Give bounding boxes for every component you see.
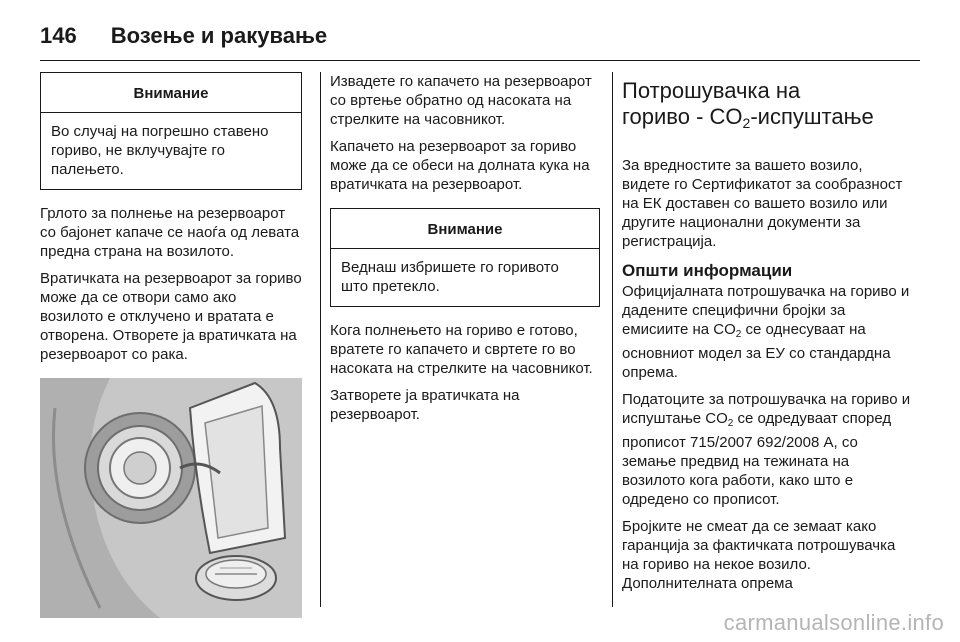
paragraph-remove-cap: Извадете го капачето на резервоарот со вртење обратно од насоката на стрелките на часовникот. xyxy=(330,73,592,128)
paragraph-filler-neck: Грлото за полнење на резервоарот со бајонет капаче се наоѓа од левата предна страна на возилото. xyxy=(40,205,300,260)
subheading-general-info: Општи информации xyxy=(622,261,793,280)
warning-text: Веднаш избришете го горивото што претекло. xyxy=(341,259,559,295)
section-heading-consumption: Потрошувачка на гориво - $CO_2$-испуштање xyxy=(622,78,874,131)
column-1 xyxy=(40,72,302,618)
paragraph-official-consumption: Официјалната потрошувачка на гориво и дадените специфични бројки за емисиите на $CO_2$ се однесуваат на основниот модел за ЕУ со стандардна опрема. xyxy=(622,283,910,381)
warning-text: Во случај на погрешно ставено гориво, не вклучувајте го палењето. xyxy=(51,123,269,178)
column-2 xyxy=(330,72,600,432)
paragraph-hang-cap: Капачето на резервоарот за гориво може да се обеси на долната кука на вратичката на резервоарот. xyxy=(330,138,590,193)
paragraph-values: За вредностите за вашето возило, видете го Сертификатот за сообразност на ЕК доставен со вашето возило или другите национални документи за регистрација. xyxy=(622,157,903,250)
paragraph-fuel-flap: Вратичката на резервоарот за гориво може да се отвори само ако возилото е отклучено и вратата е отворена. Отворете ја вратичката на резервоарот со рака. xyxy=(40,270,302,363)
section-title: Возење и ракување xyxy=(110,23,328,48)
paragraph-close-flap: Затворете ја вратичката на резервоарот. xyxy=(330,387,520,423)
column-divider-2 xyxy=(612,72,613,607)
column-3 xyxy=(622,72,912,601)
warning-box-spill xyxy=(330,208,600,307)
warning-box-fuel xyxy=(40,72,302,190)
fuel-cap-illustration xyxy=(40,378,302,618)
watermark: carmanualsonline.info xyxy=(723,610,944,635)
paragraph-figures-disclaimer: Бројките не смеат да се земаат како гаранција за фактичката потрошувачка на гориво на некое возило. Дополнителната опрема xyxy=(622,518,896,592)
warning-title: Внимание xyxy=(41,73,301,113)
page-number: 146 xyxy=(40,23,77,48)
paragraph-data-determination: Податоците за потрошувачка на гориво и испуштање $CO_2$ се одредуваат според прописот 715/2007 692/2008 A, со земање предвид на тежината на возилото кога работи, како што е одредено со прописот. xyxy=(622,391,911,508)
paragraph-refit-cap: Кога полнењето на гориво е готово, вратете го капачето и свртете го во насоката на стрелките на часовникот. xyxy=(330,322,593,377)
header-divider xyxy=(40,60,920,61)
column-divider-1 xyxy=(320,72,321,607)
page-header xyxy=(40,16,327,56)
warning-title: Внимание xyxy=(331,209,599,249)
fuel-flap-drawing xyxy=(40,378,302,618)
